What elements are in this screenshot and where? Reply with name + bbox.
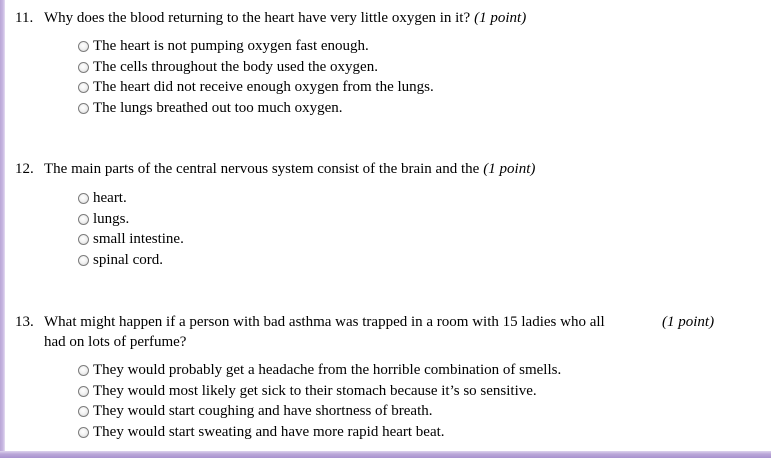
answer-label[interactable]: The heart is not pumping oxygen fast enough. — [93, 38, 369, 54]
radio-button[interactable] — [78, 255, 89, 266]
answer-label[interactable]: small intestine. — [93, 231, 184, 247]
radio-button[interactable] — [78, 427, 89, 438]
answer-label[interactable]: The cells throughout the body used the oxygen. — [93, 59, 378, 75]
radio-button[interactable] — [78, 214, 89, 225]
answer-option[interactable] — [78, 98, 343, 118]
answer-label[interactable]: They would most likely get sick to their stomach because it’s so sensitive. — [93, 383, 537, 399]
question-text: The main parts of the central nervous system consist of the brain and the — [44, 161, 480, 177]
radio-button[interactable] — [78, 234, 89, 245]
answer-option[interactable] — [78, 36, 369, 56]
answer-label[interactable]: heart. — [93, 190, 127, 206]
answer-option[interactable] — [78, 250, 163, 270]
question-points: (1 point) — [662, 314, 715, 330]
answer-option[interactable] — [78, 209, 129, 229]
answer-option[interactable] — [78, 77, 434, 97]
answer-label[interactable]: They would start coughing and have shortness of breath. — [93, 403, 433, 419]
answer-option[interactable] — [78, 57, 378, 77]
radio-button[interactable] — [78, 103, 89, 114]
radio-button[interactable] — [78, 406, 89, 417]
question-stem — [15, 312, 605, 332]
answer-option[interactable] — [78, 422, 445, 442]
question-number: 13. — [15, 314, 34, 330]
answer-label[interactable]: They would start sweating and have more rapid heart beat. — [93, 424, 445, 440]
question-text: Why does the blood returning to the heart have very little oxygen in it? — [44, 10, 471, 26]
answer-label[interactable]: spinal cord. — [93, 252, 163, 268]
radio-button[interactable] — [78, 386, 89, 397]
question-text: What might happen if a person with bad asthma was trapped in a room with 15 ladies who all — [44, 314, 605, 330]
answer-option[interactable] — [78, 188, 127, 208]
question-text-line2: had on lots of perfume? — [44, 334, 187, 350]
question-stem — [15, 159, 535, 179]
radio-button[interactable] — [78, 193, 89, 204]
question-points: (1 point) — [474, 10, 527, 26]
answer-option[interactable] — [78, 381, 537, 401]
question-stem — [15, 8, 526, 28]
answer-option[interactable] — [78, 401, 433, 421]
radio-button[interactable] — [78, 365, 89, 376]
radio-button[interactable] — [78, 82, 89, 93]
question-number: 12. — [15, 161, 34, 177]
radio-button[interactable] — [78, 41, 89, 52]
answer-option[interactable] — [78, 229, 184, 249]
answer-option[interactable] — [78, 360, 561, 380]
answer-label[interactable]: lungs. — [93, 211, 130, 227]
radio-button[interactable] — [78, 62, 89, 73]
answer-label[interactable]: They would probably get a headache from the horrible combination of smells. — [93, 362, 562, 378]
answer-label[interactable]: The lungs breathed out too much oxygen. — [93, 100, 343, 116]
question-points: (1 point) — [483, 161, 536, 177]
window-bottom-border — [0, 451, 771, 458]
question-number: 11. — [15, 10, 34, 26]
answer-label[interactable]: The heart did not receive enough oxygen from the lungs. — [93, 79, 434, 95]
